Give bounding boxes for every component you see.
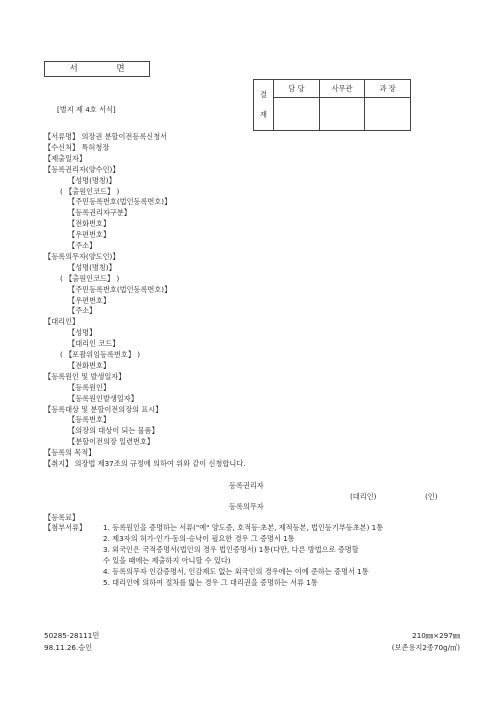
footer-paper-type: (보존용지2종70g/㎡) xyxy=(391,643,460,652)
signature-agent: (대리인) xyxy=(350,492,377,501)
form-line: ( 【출원인코드】 ) xyxy=(60,186,120,196)
form-line: 【등록의무자(양도인)】 xyxy=(44,251,120,261)
signature-holder: 등록권리자 xyxy=(229,481,264,490)
form-line: 【등록권리자(양수인)】 xyxy=(44,164,120,174)
footer-approval-date: 98.11.26.승인 xyxy=(44,643,93,652)
attachment-item: 수 있을 때에는 제출하지 아니할 수 있다) xyxy=(103,555,231,565)
form-line: 【등록권리자구분】 xyxy=(68,208,131,218)
footer-form-code: 50285-28111민 xyxy=(44,631,100,640)
attachment-item: 5. 대리인에 의하여 절차를 밟는 경우 그 대리권을 증명하는 서류 1통 xyxy=(103,577,318,587)
approval-sign-officer xyxy=(319,98,365,131)
form-line: 【서류명】 의장권 분할이전등록신청서 xyxy=(44,132,168,141)
attachments-label: 【첨부서류】 xyxy=(44,523,87,532)
form-line: 【주민등록번호(법인등록번호)】 xyxy=(68,284,172,294)
approval-header-officer: 사무관 xyxy=(319,80,365,98)
document-title: 서 면 xyxy=(44,61,150,77)
form-line: 【전화번호】 xyxy=(68,219,111,229)
approval-sign-chief xyxy=(365,98,411,131)
form-line: ( 【포괄위임등록번호】 ) xyxy=(60,350,141,359)
footer-paper-size: 210㎜×297㎜ xyxy=(412,631,460,640)
form-line: 【등록의 목적】 xyxy=(44,448,96,458)
form-line: 【제출일자】 xyxy=(44,153,87,163)
form-line: 【주소】 xyxy=(68,241,97,250)
form-line: 【성명(명칭)】 xyxy=(68,262,116,272)
form-line: 【수신처】 특허청장 xyxy=(44,142,110,152)
attachment-item: 2. 제3자의 허가·인가·동의·승낙이 필요한 경우 그 증명서 1통 xyxy=(103,533,295,543)
approval-table xyxy=(253,79,411,131)
form-line: 【대리인 코드】 xyxy=(68,339,120,349)
form-number: [별지 제 4호 서식] xyxy=(57,105,116,114)
form-line: 【의장의 대상이 되는 물품】 xyxy=(68,426,159,436)
form-line: 【대리인】 xyxy=(44,317,80,327)
attachment-item: 4. 등록의무자 인감증명서, 인감제도 없는 외국인의 경우에는 이에 준하는 증명서 1통 xyxy=(103,566,369,576)
form-line: 【주민등록번호(법인등록번호)】 xyxy=(68,197,172,207)
form-line: 【성명】 xyxy=(68,328,97,338)
approval-sign-staff xyxy=(274,98,320,131)
signature-seal: (인) xyxy=(425,492,438,501)
form-line: 【주소】 xyxy=(68,306,97,316)
form-line: 【취지】 의장법 제37조의 규정에 의하여 위와 같이 신청합니다. xyxy=(44,459,246,468)
attachment-item: 3. 외국인은 국적증명서(법인의 경우 법인증명서) 1통(다만, 다른 방법으로 증명할 xyxy=(103,544,359,554)
approval-header-chief: 과 장 xyxy=(365,80,411,98)
form-line: 【등록원인 및 발생일자】 xyxy=(44,371,126,381)
form-line: 【우편번호】 xyxy=(68,230,111,240)
signature-obligor: 등록의무자 xyxy=(229,502,264,511)
fee-label: 【등록료】 xyxy=(44,513,80,522)
form-line: 【등록원인발생일자】 xyxy=(68,393,138,403)
form-line: 【전화번호】 xyxy=(68,360,111,370)
approval-label: 결 재 xyxy=(254,80,274,131)
form-line: 【등록번호】 xyxy=(68,415,111,425)
form-line: 【성명(명칭)】 xyxy=(68,175,116,185)
form-line: ( 【출원인코드】 ) xyxy=(60,273,120,283)
form-line: 【우편번호】 xyxy=(68,295,111,305)
attachment-item: 1. 등록원인을 증명하는 서류("예" 양도증, 호적등·초본, 제적등본, 법인등기부등초본) 1통 xyxy=(103,523,384,532)
approval-header-staff: 담 당 xyxy=(274,80,320,98)
form-line: 【등록원인】 xyxy=(68,382,111,392)
form-line: 【분할이전의장 일련번호】 xyxy=(68,437,155,447)
form-line: 【등록대상 및 분할이전의장의 표시】 xyxy=(44,404,163,414)
